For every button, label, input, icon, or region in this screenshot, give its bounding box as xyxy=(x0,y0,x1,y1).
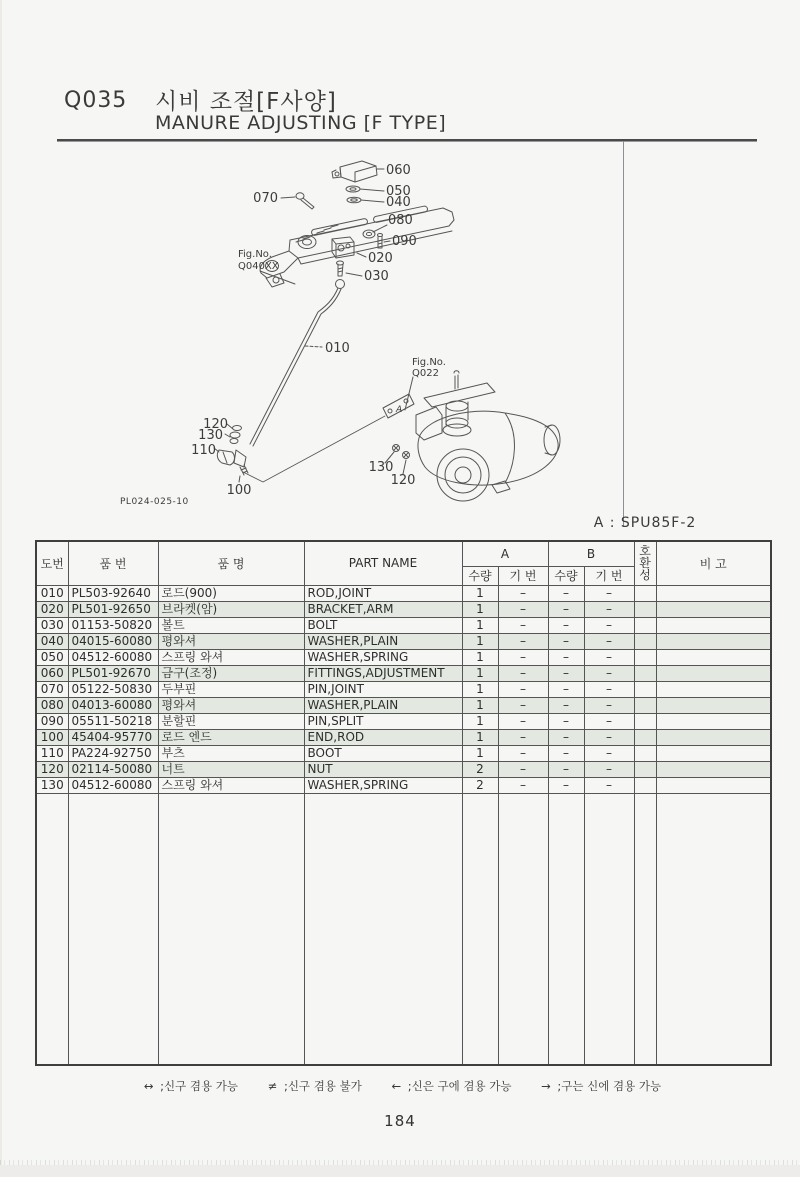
header-name-ko: 품 명 xyxy=(158,541,304,585)
table-row xyxy=(36,665,771,681)
cell-name-ko: 금구(조정) xyxy=(158,665,304,681)
cell-a-serial: – xyxy=(498,665,548,681)
legend-item-old-to-new xyxy=(541,1079,661,1093)
callout-070: 070 xyxy=(253,191,278,206)
parts-table-filler xyxy=(36,793,771,1065)
left-arrow-icon: ← xyxy=(391,1079,402,1093)
cell-ref-no: 070 xyxy=(36,681,68,697)
cell-remarks xyxy=(656,745,771,761)
callout-110: 110 xyxy=(191,443,216,458)
cell-part-no: PL501-92650 xyxy=(68,601,158,617)
cell-a-serial: – xyxy=(498,601,548,617)
table-row xyxy=(36,649,771,665)
fig-ref-lower-code: Q022 xyxy=(412,368,439,379)
callout-050: 050 xyxy=(386,184,411,199)
legend-text-both: ;신구 겸용 가능 xyxy=(160,1079,238,1093)
cell-b-serial: – xyxy=(584,777,634,793)
cell-b-serial: – xyxy=(584,729,634,745)
title-divider xyxy=(57,139,757,142)
parts-table-header xyxy=(36,541,771,585)
cell-b-serial: – xyxy=(584,713,634,729)
cell-a-serial: – xyxy=(498,697,548,713)
cell-ref-no: 120 xyxy=(36,761,68,777)
cell-name-ko: 스프링 와셔 xyxy=(158,777,304,793)
cell-a-qty: 1 xyxy=(462,601,498,617)
page-number: 184 xyxy=(384,1112,416,1130)
parts-table-body xyxy=(36,585,771,793)
callout-020: 020 xyxy=(368,251,393,266)
header-part-name: PART NAME xyxy=(304,541,462,585)
cell-a-qty: 1 xyxy=(462,617,498,633)
cell-part-name: WASHER,SPRING xyxy=(304,649,462,665)
cell-compat xyxy=(634,585,656,601)
cell-name-ko: 스프링 와셔 xyxy=(158,649,304,665)
cell-remarks xyxy=(656,761,771,777)
cell-ref-no: 090 xyxy=(36,713,68,729)
page-title-korean: 시비 조절[F사양] xyxy=(155,89,337,115)
table-row xyxy=(36,633,771,649)
cell-b-serial: – xyxy=(584,681,634,697)
cell-b-qty: – xyxy=(548,697,584,713)
cell-b-qty: – xyxy=(548,681,584,697)
table-row xyxy=(36,713,771,729)
cell-ref-no: 110 xyxy=(36,745,68,761)
cell-ref-no: 100 xyxy=(36,729,68,745)
parts-diagram xyxy=(0,145,800,525)
cell-name-ko: 볼트 xyxy=(158,617,304,633)
table-row xyxy=(36,617,771,633)
cell-b-serial: – xyxy=(584,649,634,665)
cell-compat xyxy=(634,729,656,745)
table-row xyxy=(36,681,771,697)
cell-part-name: ROD,JOINT xyxy=(304,585,462,601)
fig-ref-lower-label: Fig.No. xyxy=(412,357,446,368)
header-compat: 호환성 xyxy=(634,541,656,585)
cell-part-name: PIN,SPLIT xyxy=(304,713,462,729)
cell-remarks xyxy=(656,681,771,697)
cell-compat xyxy=(634,713,656,729)
table-row xyxy=(36,777,771,793)
cell-name-ko: 로드 엔드 xyxy=(158,729,304,745)
cell-ref-no: 130 xyxy=(36,777,68,793)
callout-100: 100 xyxy=(226,483,252,498)
compat-legend xyxy=(35,1078,770,1094)
cell-a-qty: 2 xyxy=(462,777,498,793)
cell-part-name: BRACKET,ARM xyxy=(304,601,462,617)
cell-part-no: 04013-60080 xyxy=(68,697,158,713)
cell-b-qty: – xyxy=(548,729,584,745)
cell-part-no: PA224-92750 xyxy=(68,745,158,761)
cell-part-no: 04512-60080 xyxy=(68,649,158,665)
cell-a-qty: 2 xyxy=(462,761,498,777)
cell-compat xyxy=(634,745,656,761)
cell-part-no: 01153-50820 xyxy=(68,617,158,633)
cell-part-no: 05122-50830 xyxy=(68,681,158,697)
cell-b-qty: – xyxy=(548,633,584,649)
marker-a-label: A xyxy=(396,405,403,415)
cell-b-serial: – xyxy=(584,761,634,777)
table-row xyxy=(36,697,771,713)
table-row xyxy=(36,761,771,777)
cell-a-qty: 1 xyxy=(462,713,498,729)
cell-part-name: PIN,JOINT xyxy=(304,681,462,697)
callout-040: 040 xyxy=(386,195,411,210)
cell-a-qty: 1 xyxy=(462,681,498,697)
cell-a-qty: 1 xyxy=(462,745,498,761)
callout-120: 120 xyxy=(203,417,228,432)
cell-remarks xyxy=(656,713,771,729)
cell-ref-no: 050 xyxy=(36,649,68,665)
cell-compat xyxy=(634,601,656,617)
cell-compat xyxy=(634,761,656,777)
header-part-no: 품 번 xyxy=(68,541,158,585)
cell-b-serial: – xyxy=(584,617,634,633)
cell-remarks xyxy=(656,601,771,617)
table-row xyxy=(36,585,771,601)
plate-code: PL024-025-10 xyxy=(120,497,189,507)
cell-a-serial: – xyxy=(498,745,548,761)
cell-a-serial: – xyxy=(498,585,548,601)
cell-b-qty: – xyxy=(548,617,584,633)
cell-remarks xyxy=(656,777,771,793)
cell-b-qty: – xyxy=(548,761,584,777)
cell-remarks xyxy=(656,729,771,745)
header-qty-b: 수량 xyxy=(548,566,584,585)
fig-ref-upper-label: Fig.No. xyxy=(238,249,272,260)
callout-090: 090 xyxy=(392,234,417,249)
filler-row xyxy=(36,793,771,1065)
cell-a-qty: 1 xyxy=(462,633,498,649)
cell-part-no: 02114-50080 xyxy=(68,761,158,777)
cell-remarks xyxy=(656,633,771,649)
cell-part-no: 05511-50218 xyxy=(68,713,158,729)
cell-name-ko: 브라켓(암) xyxy=(158,601,304,617)
legend-text-new-to-old: ;신은 구에 겸용 가능 xyxy=(407,1079,512,1093)
cell-part-name: NUT xyxy=(304,761,462,777)
cell-part-name: END,ROD xyxy=(304,729,462,745)
cell-part-no: PL503-92640 xyxy=(68,585,158,601)
cell-compat xyxy=(634,617,656,633)
header-qty-a: 수량 xyxy=(462,566,498,585)
callout-120b: 120 xyxy=(390,473,416,488)
cell-name-ko: 평와셔 xyxy=(158,633,304,649)
cell-ref-no: 080 xyxy=(36,697,68,713)
cell-a-serial: – xyxy=(498,633,548,649)
cell-compat xyxy=(634,665,656,681)
cell-part-name: WASHER,SPRING xyxy=(304,777,462,793)
cell-ref-no: 060 xyxy=(36,665,68,681)
cell-b-qty: – xyxy=(548,745,584,761)
cell-part-no: 04015-60080 xyxy=(68,633,158,649)
cell-compat xyxy=(634,649,656,665)
scan-bottom-strip xyxy=(0,1165,800,1177)
cell-remarks xyxy=(656,665,771,681)
cell-name-ko: 두부핀 xyxy=(158,681,304,697)
callout-030: 030 xyxy=(364,269,389,284)
cell-compat xyxy=(634,633,656,649)
cell-b-qty: – xyxy=(548,665,584,681)
cell-remarks xyxy=(656,617,771,633)
cell-name-ko: 평와셔 xyxy=(158,697,304,713)
cell-b-serial: – xyxy=(584,601,634,617)
cell-a-serial: – xyxy=(498,649,548,665)
cell-b-qty: – xyxy=(548,649,584,665)
cell-a-qty: 1 xyxy=(462,649,498,665)
cell-ref-no: 020 xyxy=(36,601,68,617)
cell-b-serial: – xyxy=(584,585,634,601)
cell-compat xyxy=(634,777,656,793)
cell-a-serial: – xyxy=(498,617,548,633)
cell-name-ko: 분할핀 xyxy=(158,713,304,729)
cell-b-qty: – xyxy=(548,601,584,617)
callout-010: 010 xyxy=(325,341,350,356)
cell-b-serial: – xyxy=(584,745,634,761)
section-code: Q035 xyxy=(64,88,128,113)
fig-ref-upper-code: Q040XX xyxy=(238,261,279,272)
table-row xyxy=(36,729,771,745)
header-group-b: B xyxy=(548,541,634,566)
cell-part-name: WASHER,PLAIN xyxy=(304,633,462,649)
cell-a-qty: 1 xyxy=(462,585,498,601)
legend-text-old-to-new: ;구는 신에 겸용 가능 xyxy=(557,1079,662,1093)
cell-remarks xyxy=(656,649,771,665)
cell-part-name: BOOT xyxy=(304,745,462,761)
header-ref-no: 도번 xyxy=(36,541,68,585)
cell-b-serial: – xyxy=(584,633,634,649)
not-equal-icon: ≠ xyxy=(267,1079,278,1093)
cell-ref-no: 010 xyxy=(36,585,68,601)
cell-b-qty: – xyxy=(548,713,584,729)
callout-080: 080 xyxy=(388,213,413,228)
header-serial-a: 기 번 xyxy=(498,566,548,585)
cell-a-qty: 1 xyxy=(462,697,498,713)
cell-compat xyxy=(634,681,656,697)
cell-a-qty: 1 xyxy=(462,729,498,745)
cell-a-serial: – xyxy=(498,729,548,745)
variant-note: A : SPU85F-2 xyxy=(593,515,697,531)
legend-text-neither: ;신구 겸용 불가 xyxy=(283,1079,362,1093)
cell-compat xyxy=(634,697,656,713)
cell-remarks xyxy=(656,585,771,601)
cell-a-serial: – xyxy=(498,761,548,777)
page-title-english: MANURE ADJUSTING [F TYPE] xyxy=(155,112,447,134)
cell-part-name: FITTINGS,ADJUSTMENT xyxy=(304,665,462,681)
cell-name-ko: 부츠 xyxy=(158,745,304,761)
header-remarks: 비 고 xyxy=(656,541,771,585)
cell-a-serial: – xyxy=(498,713,548,729)
cell-part-name: WASHER,PLAIN xyxy=(304,697,462,713)
table-row xyxy=(36,601,771,617)
cell-name-ko: 로드(900) xyxy=(158,585,304,601)
header-serial-b: 기 번 xyxy=(584,566,634,585)
cell-a-serial: – xyxy=(498,777,548,793)
cell-part-name: BOLT xyxy=(304,617,462,633)
legend-item-neither xyxy=(268,1079,366,1093)
cell-part-no: 45404-95770 xyxy=(68,729,158,745)
both-arrow-icon: ↔ xyxy=(143,1079,154,1093)
legend-item-new-to-old xyxy=(391,1079,515,1093)
table-row xyxy=(36,745,771,761)
cell-a-qty: 1 xyxy=(462,665,498,681)
callout-130b: 130 xyxy=(368,460,394,475)
cell-part-no: PL501-92670 xyxy=(68,665,158,681)
header-group-a: A xyxy=(462,541,548,566)
cell-b-serial: – xyxy=(584,665,634,681)
cell-ref-no: 040 xyxy=(36,633,68,649)
cell-b-qty: – xyxy=(548,777,584,793)
cell-ref-no: 030 xyxy=(36,617,68,633)
right-arrow-icon: → xyxy=(541,1079,551,1093)
legend-item-both xyxy=(144,1079,242,1093)
cell-remarks xyxy=(656,697,771,713)
callout-060: 060 xyxy=(386,163,411,178)
cell-a-serial: – xyxy=(498,681,548,697)
cell-b-qty: – xyxy=(548,585,584,601)
parts-table xyxy=(35,540,772,1066)
cell-name-ko: 너트 xyxy=(158,761,304,777)
cell-part-no: 04512-60080 xyxy=(68,777,158,793)
cell-b-serial: – xyxy=(584,697,634,713)
callout-130: 130 xyxy=(198,428,223,443)
